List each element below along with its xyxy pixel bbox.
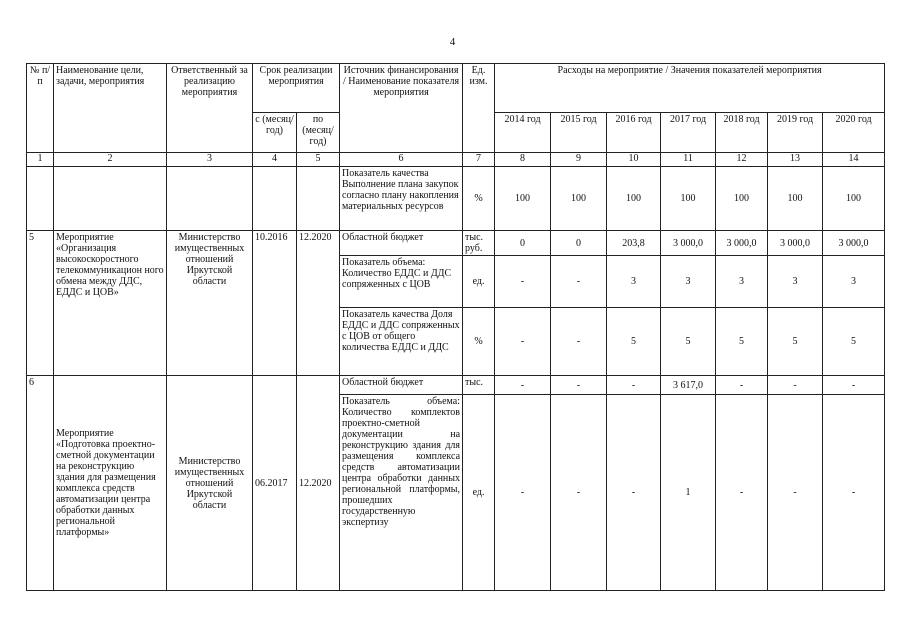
value-cell: 3 000,0 — [823, 231, 885, 256]
colnum: 2 — [54, 153, 167, 167]
value-cell: 3 — [607, 256, 661, 308]
source-cell: Областной бюджет — [340, 376, 463, 395]
value-cell: - — [607, 376, 661, 395]
value-cell: - — [716, 395, 768, 591]
value-cell: - — [716, 376, 768, 395]
header-expenses: Расходы на мероприятие / Значения показателей мероприятия — [495, 64, 885, 113]
colnum: 1 — [27, 153, 54, 167]
value-cell: 1 — [661, 395, 716, 591]
unit-cell: тыс. руб. — [463, 231, 495, 256]
value-cell: 5 — [661, 308, 716, 376]
colnum: 8 — [495, 153, 551, 167]
program-table — [26, 63, 885, 591]
colnum: 9 — [551, 153, 607, 167]
header-name: Наименование цели, задачи, мероприятия — [54, 64, 167, 153]
measure-responsible: Министерство имущественных отношений Иркутской области — [167, 376, 253, 591]
value-cell: 0 — [495, 231, 551, 256]
value-cell: 100 — [551, 167, 607, 231]
year-2020: 2020 год — [823, 113, 885, 153]
year-2018: 2018 год — [716, 113, 768, 153]
empty-cell — [253, 167, 297, 231]
empty-cell — [167, 167, 253, 231]
value-cell: 100 — [607, 167, 661, 231]
table-row — [27, 376, 885, 395]
measure-name: Мероприятие «Подготовка проектно-сметной документации на реконструкцию здания для размещения комплекса средств автоматизации центра обработки данных региональной платформы» — [54, 376, 167, 591]
source-cell: Показатель качества Выполнение плана закупок согласно плану накопления материальных ресурсов — [340, 167, 463, 231]
unit-cell: % — [463, 167, 495, 231]
column-numbers-row — [27, 153, 885, 167]
colnum: 7 — [463, 153, 495, 167]
measure-number: 6 — [27, 376, 54, 591]
colnum: 3 — [167, 153, 253, 167]
measure-name: Мероприятие «Организация высокоскоростного телекоммуникацион ного обмена между ДДС, ЕДДС и ЦОВ» — [54, 231, 167, 376]
source-cell: Показатель объема: Количество комплектов проектно-сметной документации на реконструкцию здания для размещения комплекса средств автоматизации центра обработки данных региональной платформы, прошедших государственную экспертизу — [340, 395, 463, 591]
measure-from: 10.2016 — [253, 231, 297, 376]
colnum: 11 — [661, 153, 716, 167]
header-source: Источник финансирования / Наименование показателя мероприятия — [340, 64, 463, 153]
value-cell: 5 — [607, 308, 661, 376]
table-row — [27, 231, 885, 256]
value-cell: - — [495, 395, 551, 591]
value-cell: 5 — [768, 308, 823, 376]
header-period-to: по (месяц/ год) — [297, 113, 340, 153]
source-cell: Показатель объема: Количество ЕДДС и ДДС сопряженных с ЦОВ — [340, 256, 463, 308]
value-cell: 5 — [716, 308, 768, 376]
source-cell: Областной бюджет — [340, 231, 463, 256]
value-cell: 100 — [495, 167, 551, 231]
measure-to: 12.2020 — [297, 231, 340, 376]
value-cell: 3 000,0 — [661, 231, 716, 256]
header-period: Срок реализации мероприятия — [253, 64, 340, 113]
unit-cell: % — [463, 308, 495, 376]
value-cell: 3 000,0 — [716, 231, 768, 256]
unit-cell: тыс. — [463, 376, 495, 395]
empty-cell — [54, 167, 167, 231]
year-2016: 2016 год — [607, 113, 661, 153]
header-unit: Ед. изм. — [463, 64, 495, 153]
unit-cell: ед. — [463, 256, 495, 308]
header-responsible: Ответственный за реализацию мероприятия — [167, 64, 253, 153]
measure-responsible: Министерство имущественных отношений Иркутской области — [167, 231, 253, 376]
measure-from: 06.2017 — [253, 376, 297, 591]
table-row — [27, 167, 885, 231]
value-cell: - — [551, 308, 607, 376]
year-2019: 2019 год — [768, 113, 823, 153]
year-2015: 2015 год — [551, 113, 607, 153]
measure-number: 5 — [27, 231, 54, 376]
value-cell: 3 — [716, 256, 768, 308]
value-cell: 100 — [661, 167, 716, 231]
value-cell: - — [551, 256, 607, 308]
year-2014: 2014 год — [495, 113, 551, 153]
colnum: 12 — [716, 153, 768, 167]
value-cell: 5 — [823, 308, 885, 376]
value-cell: - — [495, 376, 551, 395]
measure-to: 12.2020 — [297, 376, 340, 591]
colnum: 6 — [340, 153, 463, 167]
value-cell: - — [823, 376, 885, 395]
year-2017: 2017 год — [661, 113, 716, 153]
colnum: 13 — [768, 153, 823, 167]
value-cell: - — [551, 395, 607, 591]
value-cell: 3 — [661, 256, 716, 308]
empty-cell — [297, 167, 340, 231]
colnum: 10 — [607, 153, 661, 167]
value-cell: - — [495, 256, 551, 308]
unit-cell: ед. — [463, 395, 495, 591]
value-cell: 3 — [823, 256, 885, 308]
header-num: № п/п — [27, 64, 54, 153]
value-cell: - — [768, 395, 823, 591]
colnum: 14 — [823, 153, 885, 167]
value-cell: 100 — [823, 167, 885, 231]
header-period-from: с (месяц/ год) — [253, 113, 297, 153]
header-row-1 — [27, 64, 885, 113]
value-cell: - — [607, 395, 661, 591]
value-cell: 100 — [716, 167, 768, 231]
colnum: 5 — [297, 153, 340, 167]
value-cell: - — [768, 376, 823, 395]
colnum: 4 — [253, 153, 297, 167]
value-cell: 3 617,0 — [661, 376, 716, 395]
value-cell: - — [495, 308, 551, 376]
value-cell: 203,8 — [607, 231, 661, 256]
source-cell: Показатель качества Доля ЕДДС и ДДС сопряженных с ЦОВ от общего количества ЕДДС и ДДС — [340, 308, 463, 376]
page-number: 4 — [449, 36, 456, 48]
value-cell: - — [551, 376, 607, 395]
value-cell: 3 000,0 — [768, 231, 823, 256]
value-cell: 3 — [768, 256, 823, 308]
value-cell: 100 — [768, 167, 823, 231]
value-cell: 0 — [551, 231, 607, 256]
value-cell: - — [823, 395, 885, 591]
empty-cell — [27, 167, 54, 231]
